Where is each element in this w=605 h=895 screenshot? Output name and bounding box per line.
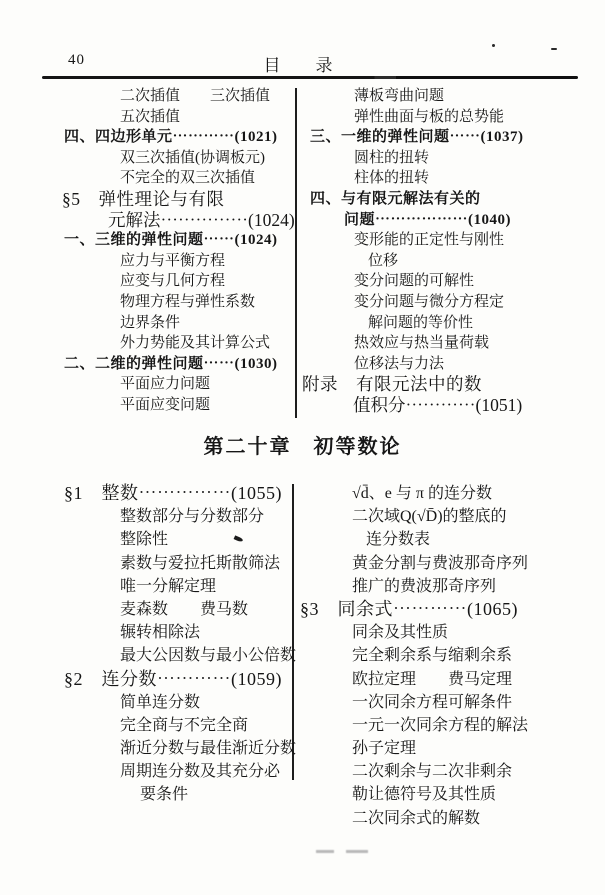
- toc-entry: 辗转相除法: [120, 624, 201, 642]
- toc-entry: 整除性: [120, 531, 169, 549]
- toc-entry: 一次同余方程可解条件: [352, 693, 513, 711]
- toc-entry: 一元一次同余方程的解法: [352, 716, 529, 734]
- toc-section-heading-continuation: 元解法⋯⋯⋯⋯⋯(1024): [108, 209, 295, 230]
- toc-numbered-entry: 一、三维的弹性问题⋯⋯(1024): [64, 232, 278, 249]
- toc-section-heading: §5 弹性理论与有限: [62, 188, 225, 209]
- toc-entry: 热效应与热当量荷载: [354, 335, 490, 352]
- toc-entry: 平面应变问题: [120, 396, 211, 413]
- toc-numbered-entry: 三、一维的弹性问题⋯⋯(1037): [310, 129, 524, 146]
- toc-entry: 完全剩余系与缩剩余系: [352, 647, 513, 665]
- header-title: 目 录: [263, 56, 342, 75]
- toc-entry: 二次剩余与二次非剩余: [352, 763, 513, 781]
- print-smudge: [346, 850, 368, 853]
- toc-entry: √d̄、e 与 π 的连分数: [352, 485, 492, 502]
- toc-entry: 边界条件: [120, 314, 181, 331]
- toc-entry: 应力与平衡方程: [120, 252, 226, 269]
- toc-entry: 位移法与力法: [354, 355, 445, 372]
- toc-entry-continuation: 要条件: [140, 786, 189, 804]
- toc-entry: 二次域Q(√D̄)的整底的: [352, 508, 507, 526]
- toc-entry: 渐近分数与最佳渐近分数: [120, 740, 297, 758]
- toc-entry: 物理方程与弹性系数: [120, 293, 256, 310]
- toc-appendix-heading: 附录 有限元法中的数: [302, 374, 482, 395]
- toc-entry: 变形能的正定性与刚性: [354, 232, 505, 249]
- toc-entry: 不完全的双三次插值: [120, 170, 256, 187]
- toc-entry: 平面应力问题: [120, 376, 211, 393]
- toc-section-heading: §3 同余式⋯⋯⋯⋯(1065): [300, 598, 518, 619]
- toc-numbered-entry: 四、与有限元解法有关的: [310, 190, 481, 207]
- toc-section-heading: §1 整数⋯⋯⋯⋯⋯(1055): [64, 483, 282, 503]
- toc-numbered-entry: 四、四边形单元⋯⋯⋯⋯(1021): [64, 129, 278, 146]
- toc-bottom-left-column: [64, 482, 296, 807]
- toc-entry: 圆柱的扭转: [354, 149, 430, 166]
- toc-numbered-entry: 二、二维的弹性问题⋯⋯(1030): [64, 355, 278, 372]
- toc-entry: 勒让德符号及其性质: [352, 786, 497, 804]
- page-number: 40: [68, 52, 85, 68]
- toc-entry: 素数与爱拉托斯散筛法: [120, 554, 281, 572]
- print-smudge: [316, 850, 334, 853]
- toc-top-left-column: [62, 86, 300, 416]
- toc-entry: 薄板弯曲问题: [354, 88, 445, 104]
- toc-entry: 弹性曲面与板的总势能: [354, 108, 505, 125]
- toc-entry: 孙子定理: [352, 740, 417, 758]
- toc-entry-continuation: 位移: [368, 252, 399, 269]
- toc-appendix-heading-continuation: 值积分⋯⋯⋯⋯(1051): [353, 394, 523, 415]
- toc-entry: 二次同余式的解数: [352, 809, 481, 827]
- toc-entry: 最大公因数与最小公倍数: [120, 647, 297, 665]
- toc-top-right-column: [302, 86, 588, 416]
- toc-entry: 黄金分割与费波那奇序列: [352, 554, 529, 572]
- toc-entry: 完全商与不完全商: [120, 716, 249, 734]
- toc-entry: 整数部分与分数部分: [120, 508, 265, 526]
- toc-section-heading: §2 连分数⋯⋯⋯⋯(1059): [64, 668, 282, 689]
- toc-entry: 双三次插值(协调板元): [120, 149, 265, 166]
- toc-entry: 推广的费波那奇序列: [352, 577, 497, 595]
- toc-entry: 麦森数 费马数: [120, 600, 249, 618]
- toc-entry: 五次插值: [120, 108, 181, 125]
- print-speck: [492, 44, 495, 47]
- toc-entry: 同余及其性质: [352, 624, 449, 642]
- toc-entry: 唯一分解定理: [120, 577, 217, 595]
- header-rule: [42, 76, 578, 79]
- print-speck: [551, 48, 557, 50]
- toc-entry: 柱体的扭转: [354, 170, 430, 187]
- toc-entry: 变分问题的可解性: [354, 273, 475, 290]
- toc-numbered-entry-continuation: 问题⋯⋯⋯⋯⋯⋯(1040): [344, 211, 511, 228]
- toc-entry: 二次插值 三次插值: [120, 88, 271, 104]
- toc-entry: 应变与几何方程: [120, 273, 226, 290]
- chapter-heading: 第二十章 初等数论: [203, 436, 402, 458]
- toc-entry: 简单连分数: [120, 693, 201, 711]
- toc-entry: 变分问题与微分方程定: [354, 293, 505, 310]
- toc-entry-continuation: 解问题的等价性: [368, 314, 474, 331]
- toc-entry: 周期连分数及其充分必: [120, 763, 281, 781]
- toc-bottom-right-column: [300, 482, 590, 830]
- toc-entry-continuation: 连分数表: [366, 531, 431, 549]
- toc-entry: 欧拉定理 费马定理: [352, 670, 513, 688]
- toc-entry: 外力势能及其计算公式: [120, 335, 271, 352]
